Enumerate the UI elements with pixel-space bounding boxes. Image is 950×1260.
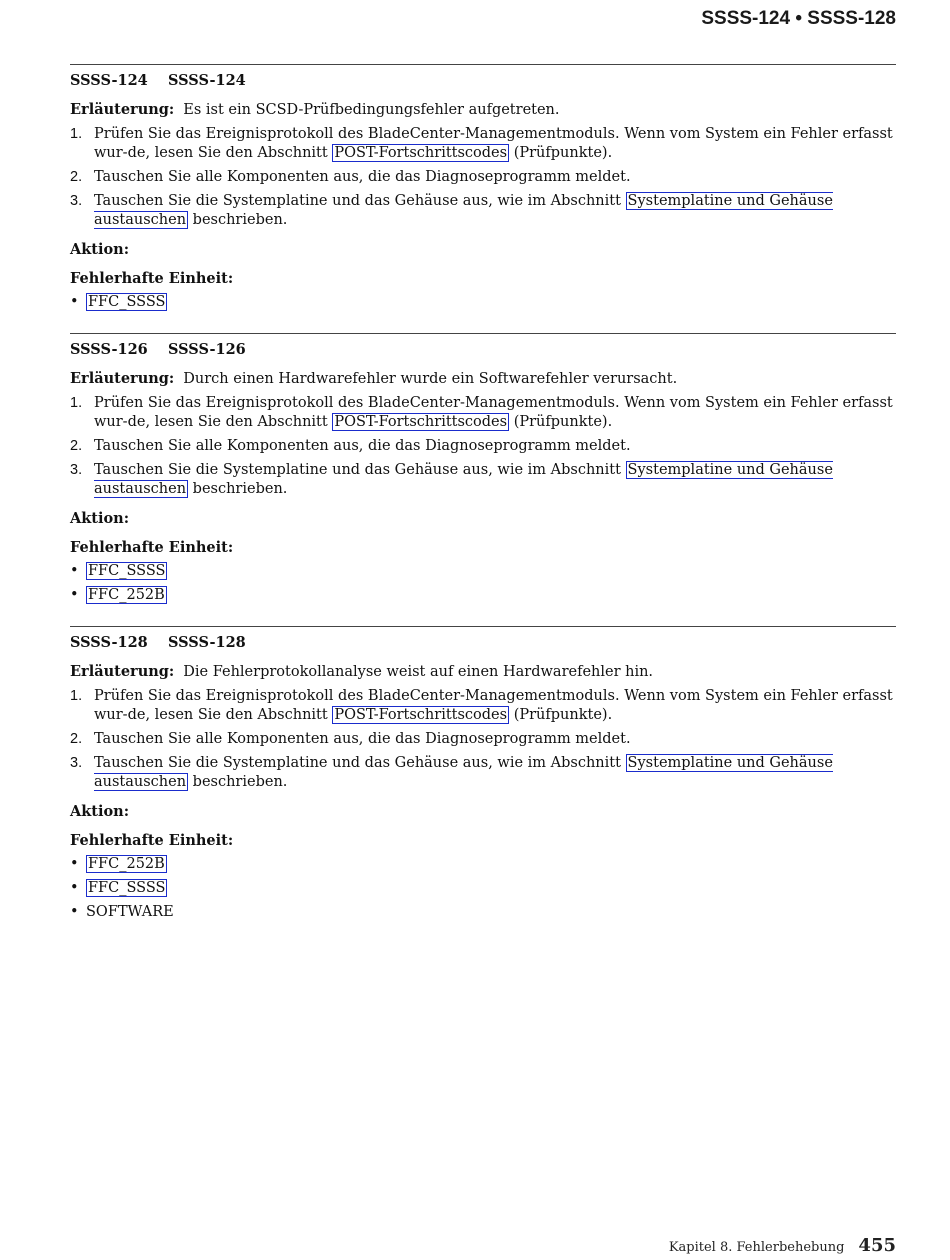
error-code-repeat: SSSS-124 [168,72,246,89]
action-label: Aktion: [70,803,130,820]
step-text: Tauschen Sie alle Komponenten aus, die das Diagnoseprogramm meldet. [94,731,631,747]
explanation [70,369,896,389]
step-text: Tauschen Sie alle Komponenten aus, die das Diagnoseprogramm meldet. [94,169,631,185]
unit-item [70,878,896,898]
step-number: 1. [70,126,83,142]
step-item [70,687,896,725]
step-text: Prüfen Sie das Ereignisprotokoll des BladeCenter-Managementmoduls. Wenn vom System ein Fehler erfasst wur-de, lesen Sie den Abschnitt [94,688,893,723]
faulty-unit-label: Fehlerhafte Einheit: [70,539,234,556]
step-number: 3. [70,462,83,478]
step-item [70,168,896,187]
step-text: Tauschen Sie die Systemplatine und das Gehäuse aus, wie im Abschnitt [94,193,621,209]
explanation-text: Durch einen Hardwarefehler wurde ein Softwarefehler verursacht. [183,371,678,387]
step-list [70,394,896,499]
explanation-label: Erläuterung: [70,101,175,118]
step-number: 2. [70,731,83,747]
explanation-label: Erläuterung: [70,663,175,680]
step-number: 1. [70,395,83,411]
step-text-end: (Prüfpunkte). [513,414,613,430]
step-number: 2. [70,169,83,185]
error-code: SSSS-128 [70,634,148,651]
document-body [70,64,896,926]
action-label: Aktion: [70,510,130,527]
error-code-heading [70,633,896,653]
step-list [70,125,896,230]
replace-system-board-link[interactable]: Systemplatine und Gehäuse austauschen [94,193,833,228]
explanation [70,100,896,120]
step-text-end: (Prüfpunkte). [513,707,613,723]
step-text: Prüfen Sie das Ereignisprotokoll des BladeCenter-Managementmoduls. Wenn vom System ein Fehler erfasst wur-de, lesen Sie den Abschnitt [94,126,893,161]
step-text-end: beschrieben. [192,481,288,497]
error-code: SSSS-126 [70,341,148,358]
ffc-link[interactable]: FFC_SSSS [88,294,166,310]
unit-item [70,585,896,605]
faulty-unit-list [70,292,896,312]
faulty-unit-list [70,561,896,605]
chapter-title: Kapitel 8. Fehlerbehebung [668,1240,845,1255]
faulty-unit-label: Fehlerhafte Einheit: [70,270,234,287]
error-code: SSSS-124 [70,72,148,89]
error-code-heading [70,340,896,360]
post-progress-codes-link[interactable]: POST-Fortschrittscodes [334,707,508,723]
faulty-unit-label: Fehlerhafte Einheit: [70,832,234,849]
step-item [70,754,896,792]
unit-item [70,902,896,922]
error-code-heading [70,71,896,91]
faulty-unit-list [70,854,896,922]
step-text: Tauschen Sie die Systemplatine und das Gehäuse aus, wie im Abschnitt [94,755,621,771]
explanation-text: Es ist ein SCSD-Prüfbedingungsfehler aufgetreten. [183,102,560,118]
step-item [70,125,896,163]
step-item [70,461,896,499]
step-item [70,192,896,230]
step-item [70,394,896,432]
step-text-end: (Prüfpunkte). [513,145,613,161]
replace-system-board-link[interactable]: Systemplatine und Gehäuse austauschen [94,755,833,790]
action-label: Aktion: [70,241,130,258]
step-list [70,687,896,792]
explanation-label: Erläuterung: [70,370,175,387]
ffc-link[interactable]: FFC_SSSS [88,563,166,579]
page-number: 455 [858,1235,896,1256]
ffc-link[interactable]: FFC_252B [88,587,165,603]
post-progress-codes-link[interactable]: POST-Fortschrittscodes [334,414,508,430]
unit-item [70,854,896,874]
ffc-link[interactable]: FFC_SSSS [88,880,166,896]
step-text: Prüfen Sie das Ereignisprotokoll des BladeCenter-Managementmoduls. Wenn vom System ein Fehler erfasst wur-de, lesen Sie den Abschnitt [94,395,893,430]
step-number: 2. [70,438,83,454]
unit-text: SOFTWARE [86,904,174,920]
step-number: 3. [70,755,83,771]
error-code-section [70,626,896,922]
step-text-end: beschrieben. [192,212,288,228]
error-code-section [70,64,896,312]
replace-system-board-link[interactable]: Systemplatine und Gehäuse austauschen [94,462,833,497]
error-code-repeat: SSSS-126 [168,341,246,358]
page-footer [669,1236,896,1258]
post-progress-codes-link[interactable]: POST-Fortschrittscodes [334,145,508,161]
explanation [70,662,896,682]
page-header-title: SSSS-124 • SSSS-128 [701,8,896,29]
step-number: 1. [70,688,83,704]
step-text: Tauschen Sie die Systemplatine und das Gehäuse aus, wie im Abschnitt [94,462,621,478]
unit-item [70,561,896,581]
step-number: 3. [70,193,83,209]
step-text: Tauschen Sie alle Komponenten aus, die das Diagnoseprogramm meldet. [94,438,631,454]
unit-item [70,292,896,312]
ffc-link[interactable]: FFC_252B [88,856,165,872]
step-item [70,730,896,749]
step-text-end: beschrieben. [192,774,288,790]
explanation-text: Die Fehlerprotokollanalyse weist auf einen Hardwarefehler hin. [183,664,654,680]
step-item [70,437,896,456]
error-code-section [70,333,896,605]
error-code-repeat: SSSS-128 [168,634,246,651]
